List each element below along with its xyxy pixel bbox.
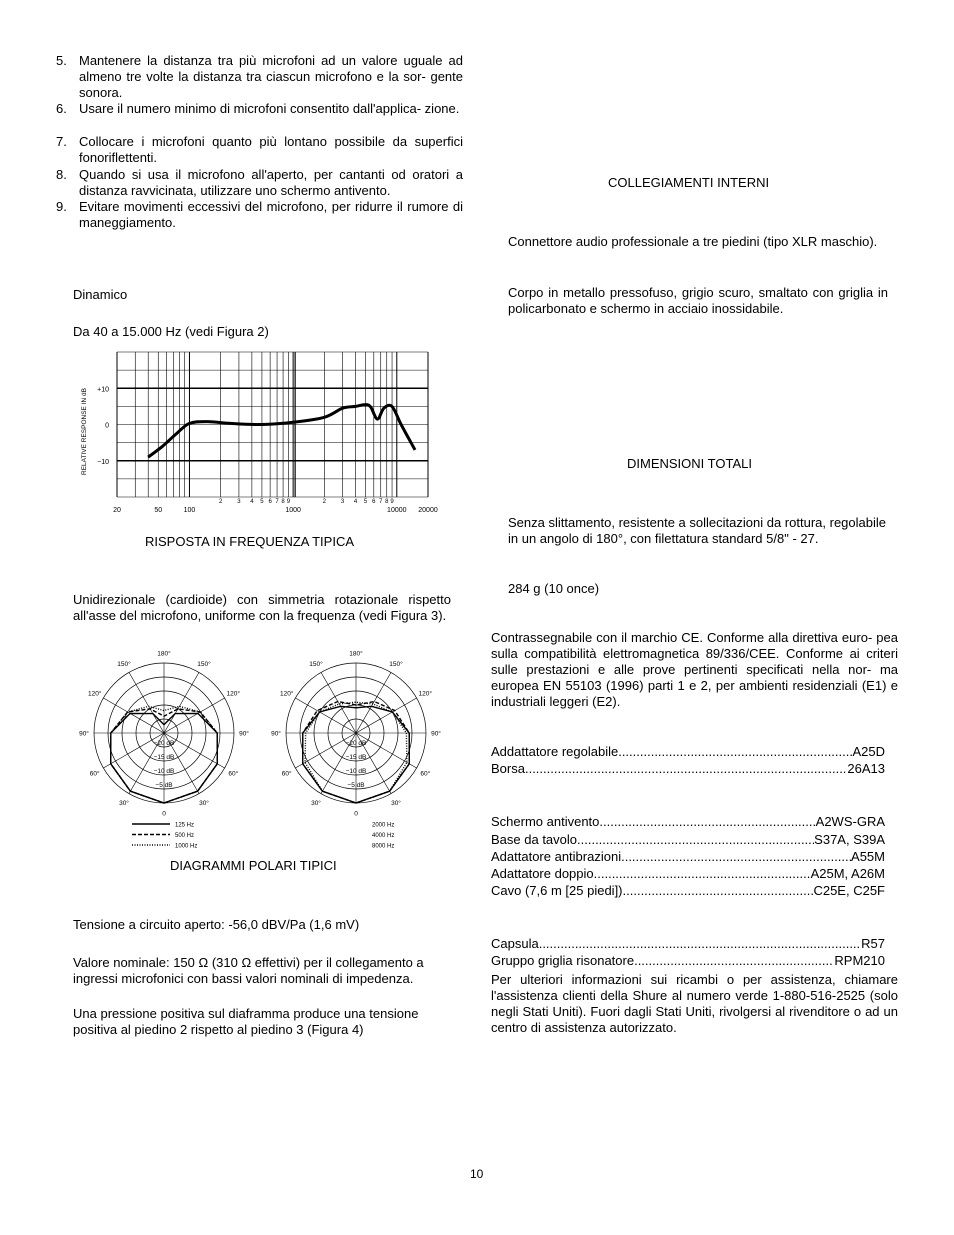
part-value: R57 xyxy=(861,936,885,951)
x-tick-label: 5 xyxy=(363,499,368,505)
legend-label: 500 Hz xyxy=(175,833,195,839)
polar-ring-label: −15 dB xyxy=(345,754,367,761)
x-tick-label: 10000 xyxy=(387,507,407,514)
polar-legend xyxy=(132,823,394,850)
part-label: Capsula xyxy=(491,936,539,951)
polar-spoke xyxy=(103,733,164,768)
x-tick-label: 2 xyxy=(218,499,223,505)
spec-polar-pattern: Unidirezionale (cardioide) con simmetria rotazionale rispetto all'asse del microfono, uniforme con la frequenza (vedi Figura 3). xyxy=(73,592,451,623)
polar-angle-label: 60° xyxy=(281,770,292,778)
polar-angle-label: 30° xyxy=(199,799,209,807)
y-tick-label: 0 xyxy=(105,422,109,430)
polar-diagram-right xyxy=(271,650,441,818)
spec-weight: 284 g (10 once) xyxy=(508,581,600,596)
polar-angle-label: 180° xyxy=(349,650,363,658)
list-number: 6. xyxy=(56,101,67,116)
polar-angle-label: 30° xyxy=(119,799,129,807)
dimensions-title: DIMENSIONI TOTALI xyxy=(627,456,752,471)
x-tick-label: 1000 xyxy=(285,507,301,514)
chart-ylabel: RELATIVE RESPONSE IN dB xyxy=(81,388,88,475)
legend-label: 1000 Hz xyxy=(175,843,198,850)
x-tick-label: 100 xyxy=(183,507,196,514)
polar-ring-label: −10 dB xyxy=(153,768,175,775)
polar-angle-label: 60° xyxy=(89,770,100,778)
accessory-label: Schermo antivento xyxy=(491,814,600,829)
spec-mount: Senza slittamento, resistente a sollecitazioni da rottura, regolabile in un angolo di 180°, con filettatura standard 5/8" - 27. xyxy=(508,515,886,546)
spec-type: Dinamico xyxy=(73,287,128,302)
spec-connector: Connettore audio professionale a tre piedini (tipo XLR maschio). xyxy=(508,234,878,249)
accessory-value: A25M, A26M xyxy=(810,866,885,881)
frequency-caption: RISPOSTA IN FREQUENZA TIPICA xyxy=(145,534,355,549)
accessory-value: A55M xyxy=(851,849,885,864)
polar-angle-label: 120° xyxy=(87,690,102,698)
list-number: 8. xyxy=(56,167,67,182)
polar-angle-label: 150° xyxy=(197,661,211,669)
x-tick-label: 7 xyxy=(275,499,279,505)
polar-diagrams xyxy=(70,648,460,853)
x-tick-label: 4 xyxy=(353,499,358,505)
polar-spoke xyxy=(129,672,164,733)
polar-angle-label: 90° xyxy=(431,730,441,738)
polar-angle-label: 90° xyxy=(271,730,281,738)
x-tick-label: 4 xyxy=(250,499,254,505)
x-tick-label: 6 xyxy=(268,499,272,505)
polar-spoke xyxy=(356,672,391,733)
accessory-label: Adattatore doppio xyxy=(491,866,594,881)
polar-angle-label: 60° xyxy=(228,770,239,778)
polar-angle-label: 120° xyxy=(279,690,294,698)
frequency-response-chart xyxy=(70,345,450,520)
x-tick-label: 7 xyxy=(379,499,383,505)
legend-label: 4000 Hz xyxy=(372,833,395,839)
x-tick-label: 9 xyxy=(390,499,394,505)
x-tick-label: 20000 xyxy=(418,507,438,514)
list-item: Mantenere la distanza tra più microfoni ad un valore uguale ad almeno tre volte la distanza tra ciascun microfono e la sor- gente sonora. xyxy=(79,53,463,100)
y-tick-label: −10 xyxy=(97,458,109,466)
polar-angle-label: 150° xyxy=(389,661,403,669)
polar-diagram-left xyxy=(79,650,249,818)
response-curve xyxy=(148,405,415,458)
accessory-label: Adattatore antibrazioni xyxy=(491,849,622,864)
polar-angle-label: 120° xyxy=(226,690,241,698)
polar-angle-label: 90° xyxy=(79,730,89,738)
polar-spoke xyxy=(356,733,417,768)
polar-ring-label: −5 dB xyxy=(347,782,365,789)
part-value: RPM210 xyxy=(834,953,885,968)
polar-angle-label: 90° xyxy=(239,730,249,738)
service-info: Per ulteriori informazioni sui ricambi o per assistenza, chiamare l'assistenza clienti della Shure al numero verde 1-880-516-2525 (solo negli Stati Uniti). Fuori dagli Stati Uniti, rivolgersi al rivenditore o ad un centro di assistenza autorizzato. xyxy=(491,972,898,1035)
polar-spoke xyxy=(321,672,356,733)
accessory-label: Borsa xyxy=(491,761,525,776)
spec-frequency: Da 40 a 15.000 Hz (vedi Figura 2) xyxy=(73,324,269,339)
x-tick-label: 3 xyxy=(340,499,345,505)
part-label: Gruppo griglia risonatore xyxy=(491,953,635,968)
chart-x-ticks xyxy=(113,499,438,514)
legend-label: 2000 Hz xyxy=(372,822,395,829)
polar-angle-label: 30° xyxy=(311,799,321,807)
list-item: Usare il numero minimo di microfoni consentito dall'applica- zione. xyxy=(79,101,460,116)
spec-certification: Contrassegnabile con il marchio CE. Conforme alla direttiva euro- pea sulla compatibilità elettromagnetica 89/336/CEE. Conforme ai criteri sulle prestazioni e alle prove pertinenti specificati nella nor- ma europea EN 55103 (1996) parti 1 e 2, per ambienti residenziali (E1) e industriali leggeri (E2). xyxy=(491,630,898,709)
x-tick-label: 8 xyxy=(281,499,285,505)
spec-sensitivity: Tensione a circuito aperto: -56,0 dBV/Pa (1,6 mV) xyxy=(73,917,360,932)
accessory-label: Base da tavolo xyxy=(491,832,578,847)
part-row xyxy=(491,936,885,952)
part-row xyxy=(491,953,885,969)
polar-angle-label: 0 xyxy=(162,810,166,818)
polar-spoke xyxy=(164,672,199,733)
accessory-row xyxy=(491,832,885,848)
accessory-row xyxy=(491,761,885,777)
list-item: Quando si usa il microfono all'aperto, per cantanti od oratori a distanza ravvicinata, utilizzare uno schermo antivento. xyxy=(79,167,463,198)
spec-impedance: Valore nominale: 150 Ω (310 Ω effettivi) per il collegamento a ingressi microfonici con bassi valori nominali di impedenza. xyxy=(73,955,424,986)
legend-label: 8000 Hz xyxy=(372,843,395,850)
polar-caption: DIAGRAMMI POLARI TIPICI xyxy=(170,858,337,873)
accessory-label: Cavo (7,6 m [25 piedi]) xyxy=(491,883,623,898)
polar-ring-label: −10 dB xyxy=(345,768,367,775)
accessory-value: 26A13 xyxy=(847,761,885,776)
spec-polarity: Una pressione positiva sul diaframma produce una tensione positiva al piedino 2 rispetto al piedino 3 (Figura 4) xyxy=(73,1006,419,1037)
x-tick-label: 6 xyxy=(372,499,376,505)
accessory-row xyxy=(491,744,885,760)
polar-angle-label: 120° xyxy=(418,690,433,698)
x-tick-label: 50 xyxy=(154,507,163,514)
accessory-value: C25E, C25F xyxy=(813,883,885,898)
list-item: Collocare i microfoni quanto più lontano possibile da superfici fonoriflettenti. xyxy=(79,134,463,165)
x-tick-label: 9 xyxy=(286,499,291,505)
polar-angle-label: 150° xyxy=(309,661,323,669)
polar-angle-label: 150° xyxy=(117,661,131,669)
accessory-row xyxy=(491,849,885,865)
polar-spoke xyxy=(164,733,225,768)
polar-ring-label: −15 dB xyxy=(153,754,175,761)
legend-label: 125 Hz xyxy=(175,822,195,829)
polar-angle-label: 180° xyxy=(157,650,171,658)
x-tick-label: 5 xyxy=(260,499,264,505)
x-tick-label: 3 xyxy=(237,499,241,505)
spec-housing: Corpo in metallo pressofuso, grigio scuro, smaltato con griglia in policarbonato e schermo in acciaio inossidabile. xyxy=(508,285,888,316)
polar-spoke xyxy=(295,733,356,768)
page-number: 10 xyxy=(470,1167,484,1181)
accessory-value: A2WS-GRA xyxy=(815,814,885,829)
list-number: 7. xyxy=(56,134,67,149)
x-tick-label: 20 xyxy=(113,507,121,514)
list-item: Evitare movimenti eccessivi del microfono, per ridurre il rumore di maneggiamento. xyxy=(79,199,463,230)
accessory-value: S37A, S39A xyxy=(814,832,885,847)
accessory-row xyxy=(491,883,885,899)
internal-connections-title: COLLEGIAMENTI INTERNI xyxy=(608,175,770,190)
x-tick-label: 2 xyxy=(322,499,327,505)
x-tick-label: 8 xyxy=(385,499,389,505)
accessory-value: A25D xyxy=(852,744,885,759)
polar-angle-label: 60° xyxy=(420,770,431,778)
polar-ring-label: −20 dB xyxy=(345,740,367,747)
chart-y-ticks xyxy=(97,386,109,466)
list-number: 9. xyxy=(56,199,67,214)
polar-ring-label: −5 dB xyxy=(155,782,173,789)
accessory-row xyxy=(491,866,885,882)
y-tick-label: +10 xyxy=(97,386,109,394)
polar-ring-label: −20 dB xyxy=(153,740,175,747)
accessory-label: Addattatore regolabile xyxy=(491,744,619,759)
polar-angle-label: 30° xyxy=(391,799,401,807)
list-number: 5. xyxy=(56,53,67,68)
accessory-row xyxy=(491,814,885,830)
polar-angle-label: 0 xyxy=(354,810,358,818)
